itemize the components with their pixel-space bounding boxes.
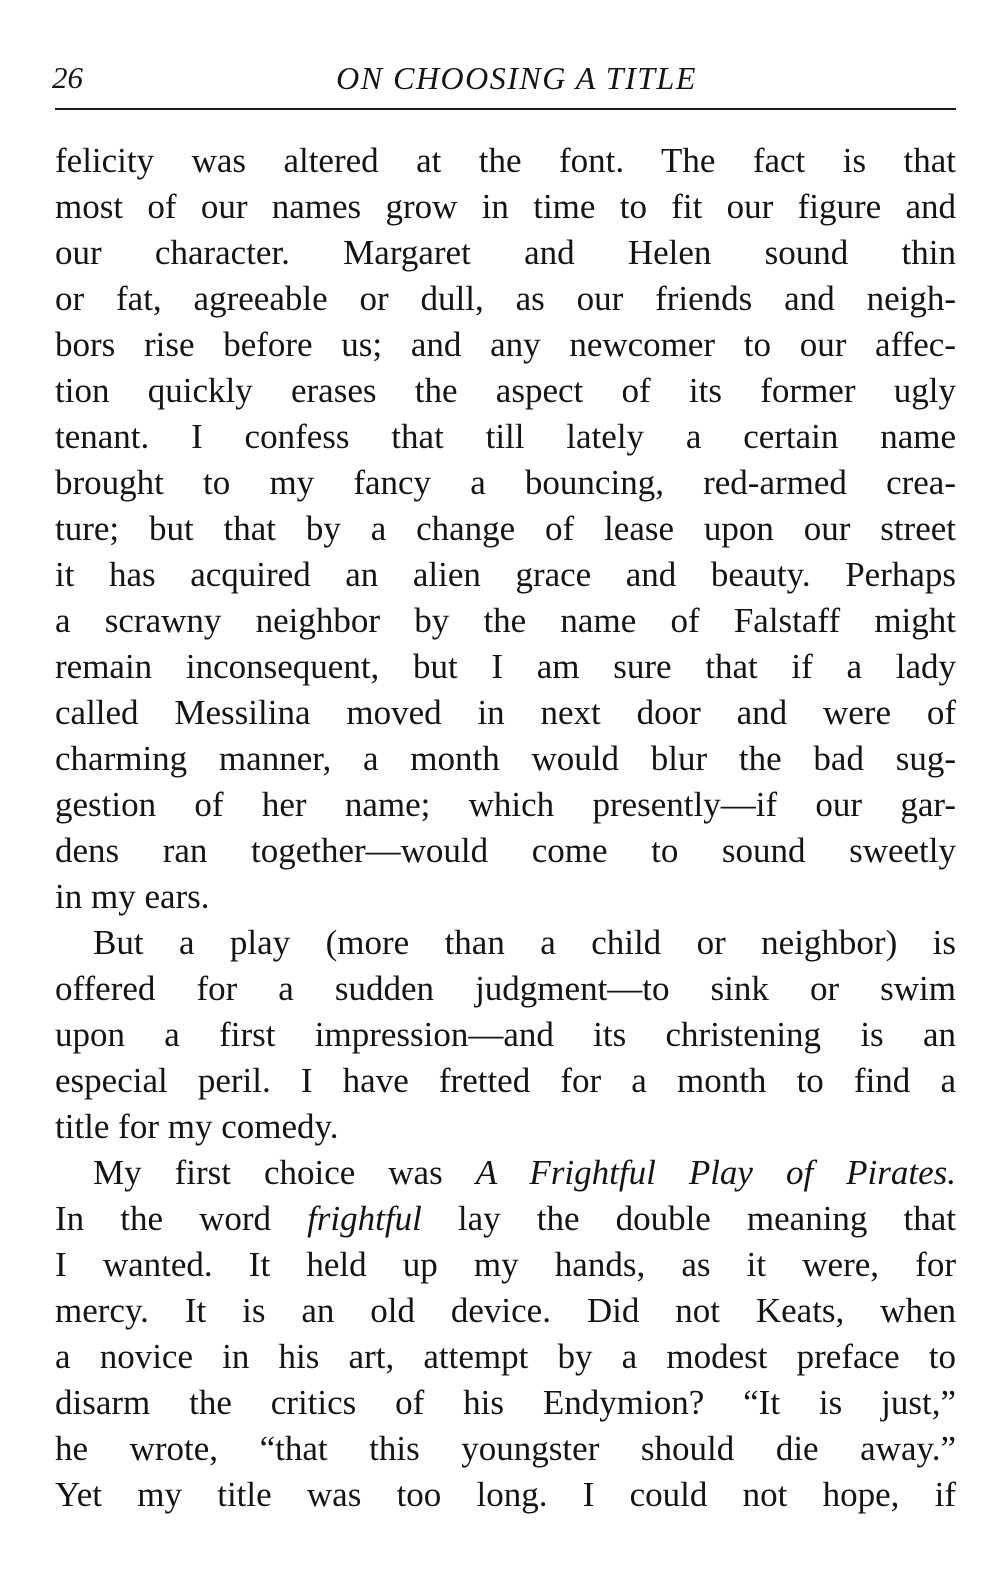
text-line: mercy. It is an old device. Did not Keats, when: [55, 1291, 956, 1330]
emphasized-word: frightful: [307, 1199, 422, 1238]
text-run: My first choice was: [93, 1153, 476, 1192]
text-line: Yet my title was too long. I could not hope, if: [55, 1475, 956, 1514]
text-line: But a play (more than a child or neighbor) is: [93, 923, 956, 962]
paragraph-1: [55, 138, 956, 920]
text-line: he wrote, “that this youngster should die away.”: [55, 1429, 956, 1468]
body-text: [55, 138, 956, 1518]
paragraph-3: [55, 1150, 956, 1518]
text-line: called Messilina moved in next door and were of: [55, 693, 956, 732]
text-line: a scrawny neighbor by the name of Falstaff might: [55, 601, 956, 640]
text-line: [55, 1196, 956, 1242]
text-line: remain inconsequent, but I am sure that if a lady: [55, 647, 956, 686]
text-line: in my ears.: [55, 877, 210, 916]
text-line: tenant. I confess that till lately a certain name: [55, 417, 956, 456]
text-line: most of our names grow in time to fit our figure and: [55, 187, 956, 226]
text-line: ture; but that by a change of lease upon our street: [55, 509, 956, 548]
text-line: or fat, agreeable or dull, as our friends and neigh-: [55, 279, 956, 318]
text-line: tion quickly erases the aspect of its former ugly: [55, 371, 956, 410]
chapter-title: ON CHOOSING A TITLE: [336, 60, 697, 96]
text-run: In the word: [55, 1199, 308, 1238]
text-line: a novice in his art, attempt by a modest preface to: [55, 1337, 956, 1376]
text-line: offered for a sudden judgment—to sink or swim: [55, 969, 956, 1008]
text-line: [55, 1150, 956, 1196]
text-line: I wanted. It held up my hands, as it were, for: [55, 1245, 956, 1284]
book-page: [52, 58, 956, 1518]
text-line: it has acquired an alien grace and beauty. Perhaps: [55, 555, 956, 594]
text-line: felicity was altered at the font. The fact is that: [55, 141, 956, 180]
text-line: brought to my fancy a bouncing, red-armed crea-: [55, 463, 956, 502]
page-number: 26: [52, 60, 83, 95]
text-line: especial peril. I have fretted for a month to find a: [55, 1061, 956, 1100]
text-line: charming manner, a month would blur the bad sug-: [55, 739, 956, 778]
text-line: upon a first impression—and its christening is an: [55, 1015, 956, 1054]
running-head: [52, 58, 956, 110]
text-line: bors rise before us; and any newcomer to our affec-: [55, 325, 956, 364]
text-line: gestion of her name; which presently—if our gar-: [55, 785, 956, 824]
text-run: lay the double meaning that: [421, 1199, 956, 1238]
text-line: disarm the critics of his Endymion? “It is just,”: [55, 1383, 956, 1422]
text-line: our character. Margaret and Helen sound thin: [55, 233, 956, 272]
paragraph-2: [55, 920, 956, 1150]
text-line: title for my comedy.: [55, 1107, 339, 1146]
play-title-italic: A Frightful Play of Pirates.: [475, 1153, 956, 1192]
text-line: dens ran together—would come to sound sweetly: [55, 831, 956, 870]
